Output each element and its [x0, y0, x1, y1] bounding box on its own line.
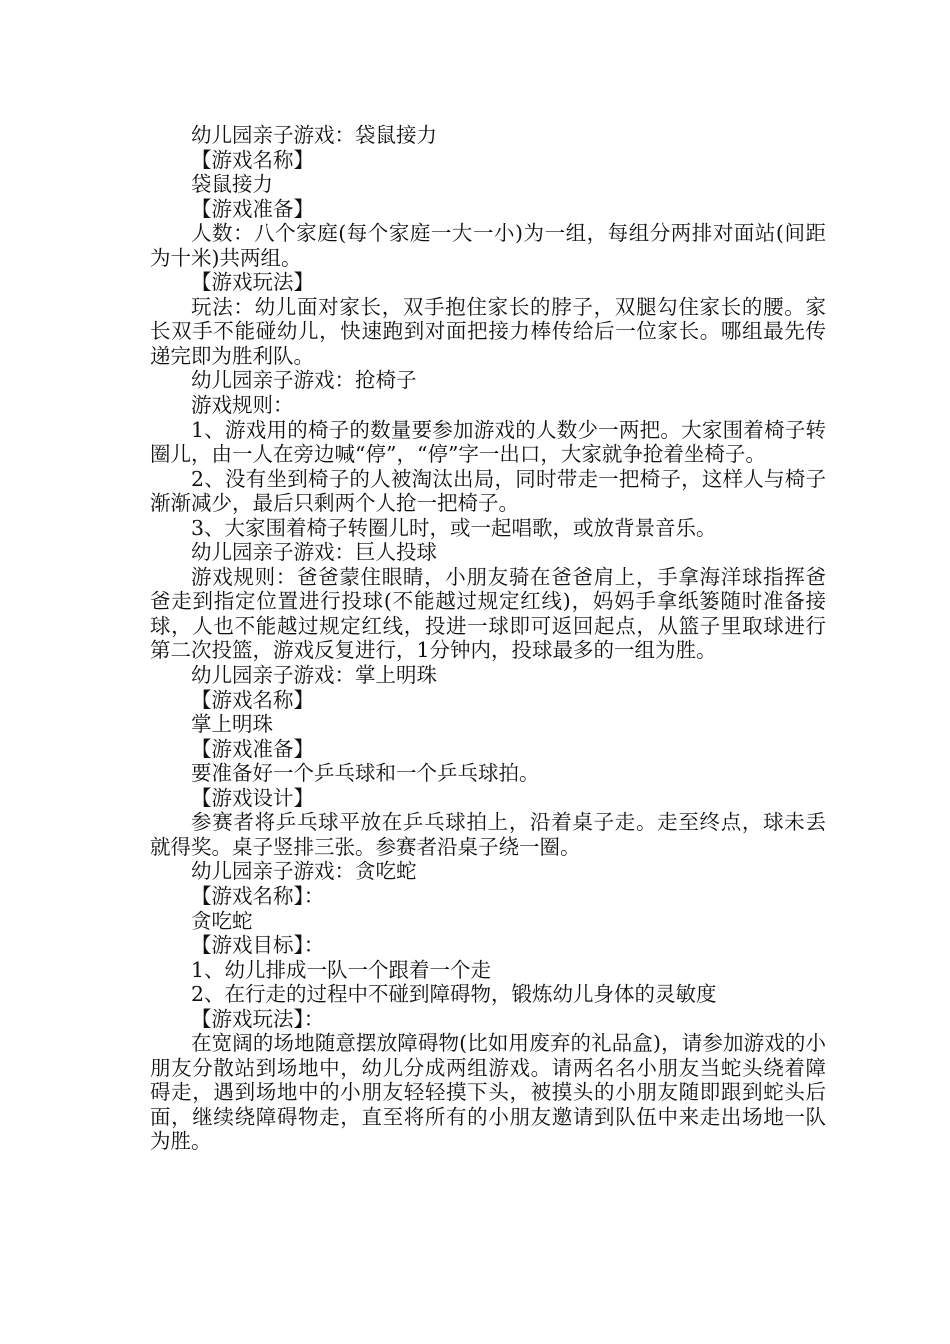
game-title-chairs: 幼儿园亲子游戏：抢椅子: [191, 368, 417, 393]
paragraph: 2、在行走的过程中不碰到障碍物，锻炼幼儿身体的灵敏度: [191, 982, 717, 1007]
paragraph: 2、没有坐到椅子的人被淘汰出局，同时带走一把椅子，这样人与椅子渐渐减少，最后只剩两个人抢一把椅子。: [150, 466, 826, 516]
paragraph: 人数：八个家庭(每个家庭一大一小)为一组，每组分两排对面站(间距为十米)共两组。: [150, 221, 826, 270]
paragraph: 玩法：幼儿面对家长，双手抱住家长的脖子，双腿勾住家长的腰。家长双手不能碰幼儿，快速跑到对面把接力棒传给后一位家长。哪组最先传递完即为胜利队。: [150, 294, 826, 368]
paragraph: 游戏规则：: [191, 393, 294, 418]
game-title-pearl: 幼儿园亲子游戏：掌上明珠: [191, 663, 437, 688]
paragraph: 贪吃蛇: [191, 908, 253, 933]
paragraph: 袋鼠接力: [191, 172, 273, 197]
section-heading: 【游戏准备】: [191, 196, 314, 221]
document-body: [150, 123, 826, 1154]
game-title-snake: 幼儿园亲子游戏：贪吃蛇: [191, 859, 417, 884]
paragraph: 要准备好一个乒乓球和一个乒乓球拍。: [191, 761, 540, 786]
section-heading: 【游戏设计】: [191, 785, 314, 810]
section-heading: 【游戏名称】: [191, 687, 314, 712]
section-heading: 【游戏目标】：: [191, 933, 325, 958]
section-heading: 【游戏玩法】：: [191, 1006, 325, 1031]
paragraph: 在宽阔的场地随意摆放障碍物(比如用废弃的礼品盒)，请参加游戏的小朋友分散站到场地中，幼儿分成两组游戏。请两名名小朋友当蛇头绕着障碍走，遇到场地中的小朋友轻轻摸下头，被摸头的小朋友随即跟到蛇头后面，继续绕障碍物走，直至将所有的小朋友邀请到队伍中来走出场地一队为胜。: [150, 1031, 826, 1154]
game-title-giant: 幼儿园亲子游戏：巨人投球: [191, 540, 437, 565]
section-heading: 【游戏玩法】: [191, 270, 314, 295]
paragraph: 掌上明珠: [191, 712, 273, 737]
section-heading: 【游戏准备】: [191, 736, 314, 761]
game-title-kangaroo: 幼儿园亲子游戏：袋鼠接力: [191, 123, 437, 147]
paragraph: 3、大家围着椅子转圈儿时，或一起唱歌，或放背景音乐。: [191, 515, 717, 540]
section-heading: 【游戏名称】：: [191, 883, 325, 908]
paragraph: 1、游戏用的椅子的数量要参加游戏的人数少一两把。大家围着椅子转圈儿，由一人在旁边喊“停”，“停”字一出口，大家就争抢着坐椅子。: [150, 417, 826, 467]
paragraph: 游戏规则：爸爸蒙住眼睛，小朋友骑在爸爸肩上，手拿海洋球指挥爸爸走到指定位置进行投球(不能越过规定红线)，妈妈手拿纸篓随时准备接球，人也不能越过规定红线，投进一球即可返回起点，从篮子里取球进行第二次投篮，游戏反复进行，1分钟内，投球最多的一组为胜。: [150, 564, 826, 663]
paragraph: 参赛者将乒乓球平放在乒乓球拍上，沿着桌子走。走至终点，球未丢就得奖。桌子竖排三张。参赛者沿桌子绕一圈。: [150, 810, 826, 859]
paragraph: 1、幼儿排成一队一个跟着一个走: [191, 957, 492, 982]
section-heading: 【游戏名称】: [191, 147, 314, 172]
